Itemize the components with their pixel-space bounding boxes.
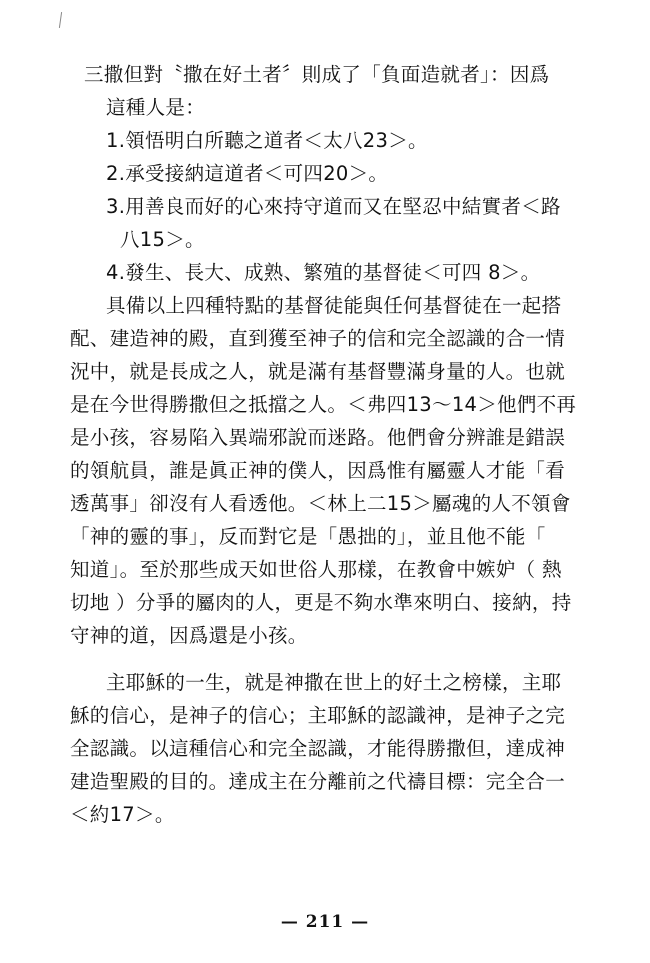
text-line: 是在今世得勝撒但之抵擋之人。＜弗四13～14＞他們不再: [70, 393, 577, 416]
body-text: [70, 58, 590, 831]
text-line: 2.承受接納這道者＜可四20＞。: [106, 162, 389, 185]
margin-mark: [59, 12, 62, 28]
text-line: 具備以上四種特點的基督徒能與任何基督徒在一起搭: [106, 294, 562, 317]
text-line: 4.發生、長大、成熟、繁殖的基督徒＜可四 8＞。: [106, 261, 541, 284]
text-line: 三撒但對〝撒在好土者〞則成了「負面造就者」：因爲: [84, 63, 550, 86]
text-line: 「神的靈的事」，反而對它是「愚拙的」，並且他不能「: [70, 525, 546, 548]
text-line: 這種人是：: [106, 96, 206, 119]
text-line: 主耶穌的一生，就是神撒在世上的好土之榜樣，主耶: [106, 671, 562, 694]
page-number: — 211 —: [280, 912, 370, 932]
text-line: 八15＞。: [120, 228, 205, 251]
text-line: 守神的道，因爲還是小孩。: [70, 624, 308, 647]
text-line: 穌的信心，是神子的信心；主耶穌的認識神，是神子之完: [70, 704, 566, 727]
text-line: 是小孩，容易陷入異端邪說而迷路。他們會分辨誰是錯誤: [70, 426, 566, 449]
text-line: 的領航員，誰是眞正神的僕人，因爲惟有屬靈人才能「看: [70, 459, 566, 482]
text-line: 1.領悟明白所聽之道者＜太八23＞。: [106, 129, 428, 152]
text-line: 建造聖殿的目的。達成主在分離前之代禱目標：完全合一: [70, 770, 566, 793]
text-line: 全認識。以這種信心和完全認識，才能得勝撒但，達成神: [70, 737, 566, 760]
text-line: 況中，就是長成之人，就是滿有基督豐滿身量的人。也就: [70, 360, 566, 383]
text-line: 知道」。至於那些成天如世俗人那樣，在教會中嫉妒（ 熱: [70, 558, 562, 581]
text-line: 切地 ）分爭的屬肉的人，更是不夠水準來明白、接納，持: [70, 591, 572, 614]
text-line: ＜約17＞。: [70, 803, 175, 826]
text-line: 3.用善良而好的心來持守道而又在堅忍中結實者＜路: [106, 195, 561, 218]
text-line: 透萬事」卻沒有人看透他。＜林上二15＞屬魂的人不領會: [70, 492, 571, 515]
paragraph-gap: [70, 652, 590, 666]
text-line: 配、建造神的殿，直到獲至神子的信和完全認識的合一情: [70, 327, 566, 350]
